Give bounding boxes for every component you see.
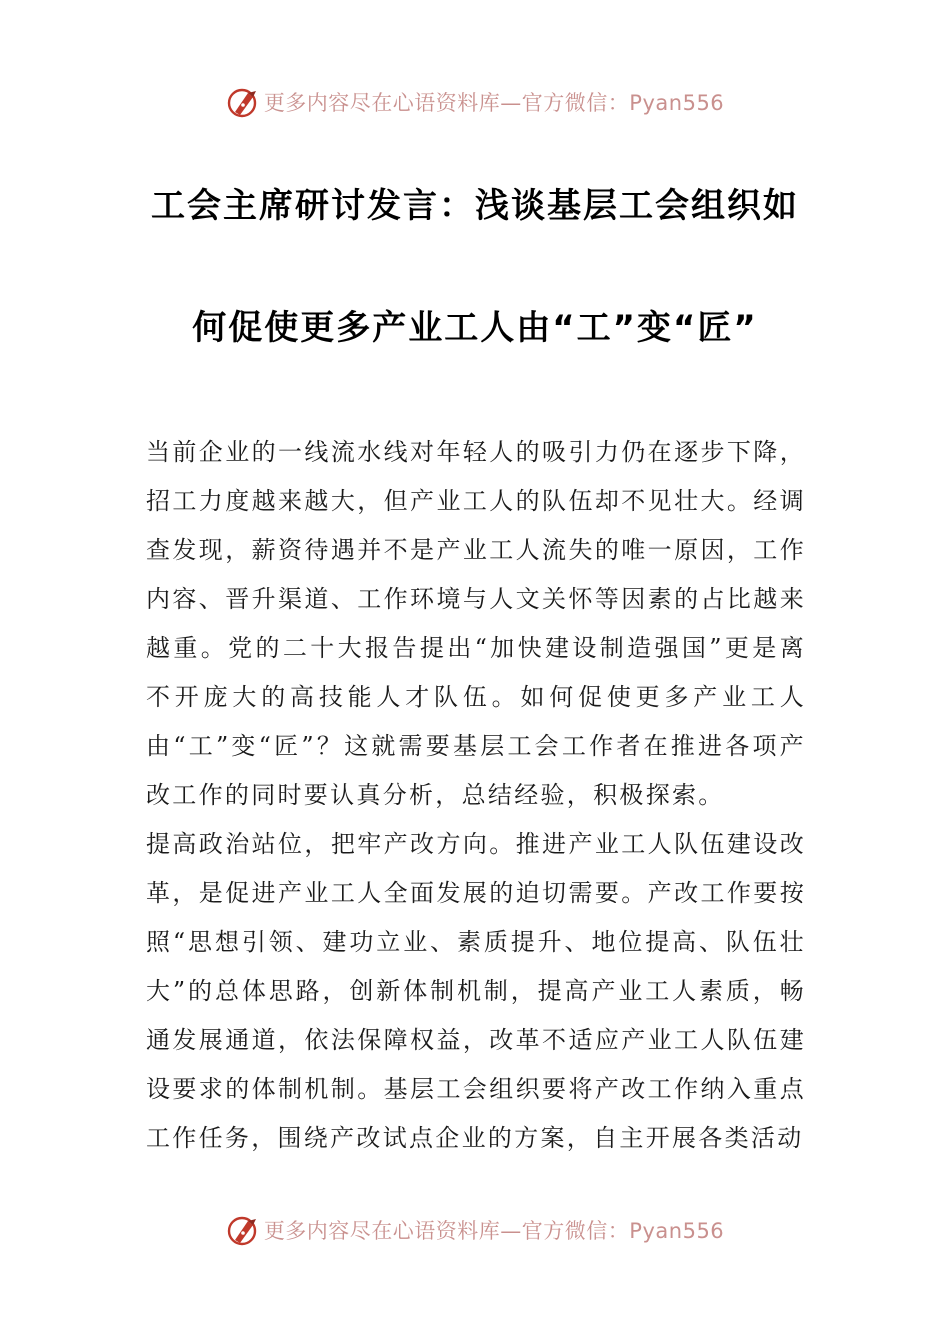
document-title-line-1: 工会主席研讨发言：浅谈基层工会组织如 — [151, 186, 799, 226]
paragraph-1: 当前企业的一线流水线对年轻人的吸引力仍在逐步下降，招工力度越来越大，但产业工人的队伍却不见壮大。经调查发现，薪资待遇并不是产业工人流失的唯一原因，工作内容、晋升渠道、工作环境与人文关怀等因素的占比越来越重。党的二十大报告提出“加快建设制造强国”更是离不开庞大的高技能人才队伍。如何促使更多产业工人由“工”变“匠”？这就需要基层工会工作者在推进各项产改工作的同时要认真分析，总结经验，积极探索。 — [146, 438, 806, 809]
paragraph-2: 提高政治站位，把牢产改方向。推进产业工人队伍建设改革，是促进产业工人全面发展的迫切需要。产改工作要按照“思想引领、建功立业、素质提升、地位提高、队伍壮大”的总体思路，创新体制机制，提高产业工人素质，畅通发展通道，依法保障权益，改革不适应产业工人队伍建设要求的体制机制。基层工会组织要将产改工作纳入重点工作任务，围绕产改试点企业的方案，自主开展各类活动 — [146, 830, 806, 1152]
document-body — [146, 428, 806, 1163]
pen-nib-circle-icon — [226, 85, 260, 119]
watermark-text: 更多内容尽在心语资料库—官方微信：Pyan556 — [263, 91, 725, 115]
pen-nib-circle-icon — [226, 1213, 260, 1247]
document-title-line-2: 何促使更多产业工人由“工”变“匠” — [192, 308, 758, 348]
watermark-text: 更多内容尽在心语资料库—官方微信：Pyan556 — [263, 1219, 725, 1243]
header-watermark-banner — [0, 82, 950, 122]
footer-watermark-banner — [0, 1210, 950, 1250]
